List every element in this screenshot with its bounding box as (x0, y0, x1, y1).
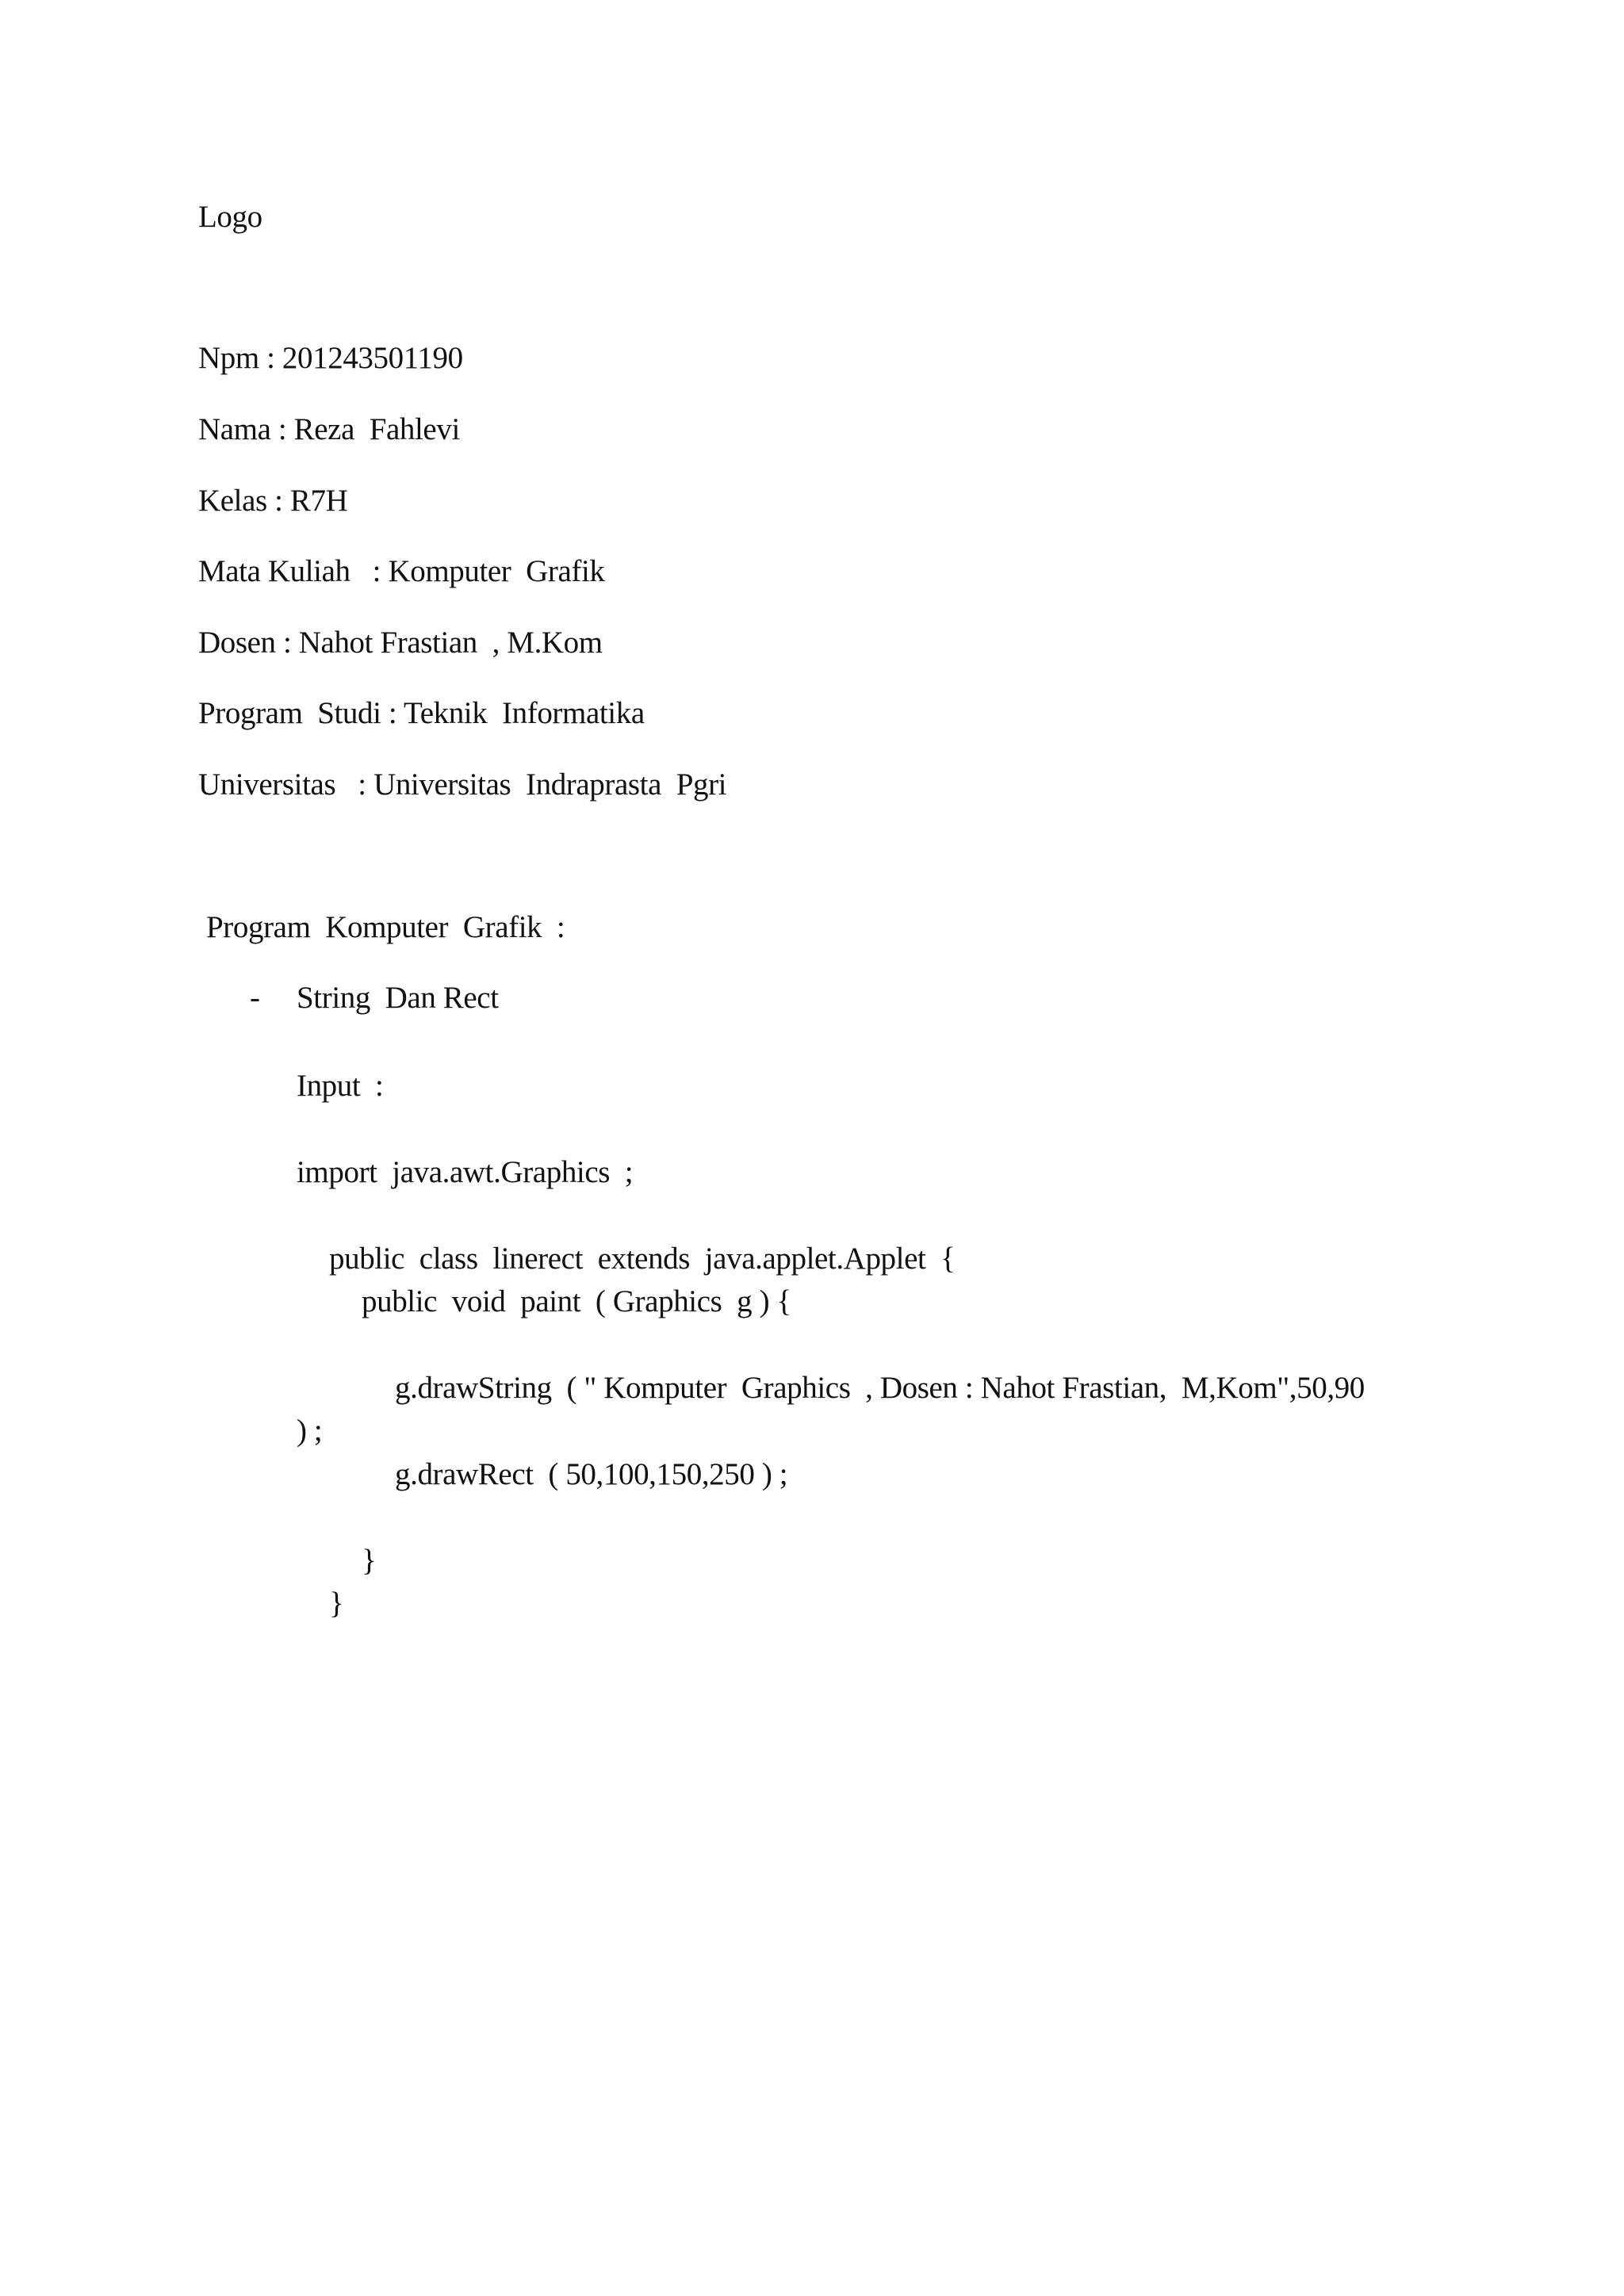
bullet-dash: - (250, 981, 260, 1015)
program-studi-line: Program Studi : Teknik Informatika (198, 696, 645, 730)
logo-placeholder-text: Logo (198, 200, 262, 234)
section-heading: Program Komputer Grafik : (206, 910, 565, 944)
universitas-line: Universitas : Universitas Indraprasta Pgri (198, 767, 727, 802)
dosen-line: Dosen : Nahot Frastian , M.Kom (198, 626, 603, 660)
npm-line: Npm : 201243501190 (198, 341, 463, 375)
code-line-paint-method: public void paint ( Graphics g ) { (362, 1284, 791, 1318)
mata-kuliah-line: Mata Kuliah : Komputer Grafik (198, 554, 605, 588)
code-line-class-close-brace: } (329, 1586, 344, 1621)
kelas-line: Kelas : R7H (198, 484, 348, 518)
input-label: Input : (297, 1069, 384, 1103)
code-line-import: import java.awt.Graphics ; (297, 1155, 634, 1189)
bullet-title: String Dan Rect (297, 981, 499, 1015)
code-line-method-close-brace: } (362, 1544, 377, 1578)
nama-line: Nama : Reza Fahlevi (198, 412, 460, 446)
code-line-class-declaration: public class linerect extends java.applet.Applet { (329, 1242, 956, 1276)
code-line-drawstring: g.drawString ( " Komputer Graphics , Dosen : Nahot Frastian, M,Kom",50,90 (395, 1371, 1365, 1405)
code-line-drawrect: g.drawRect ( 50,100,150,250 ) ; (395, 1457, 788, 1491)
code-line-drawstring-end: ) ; (297, 1414, 323, 1448)
